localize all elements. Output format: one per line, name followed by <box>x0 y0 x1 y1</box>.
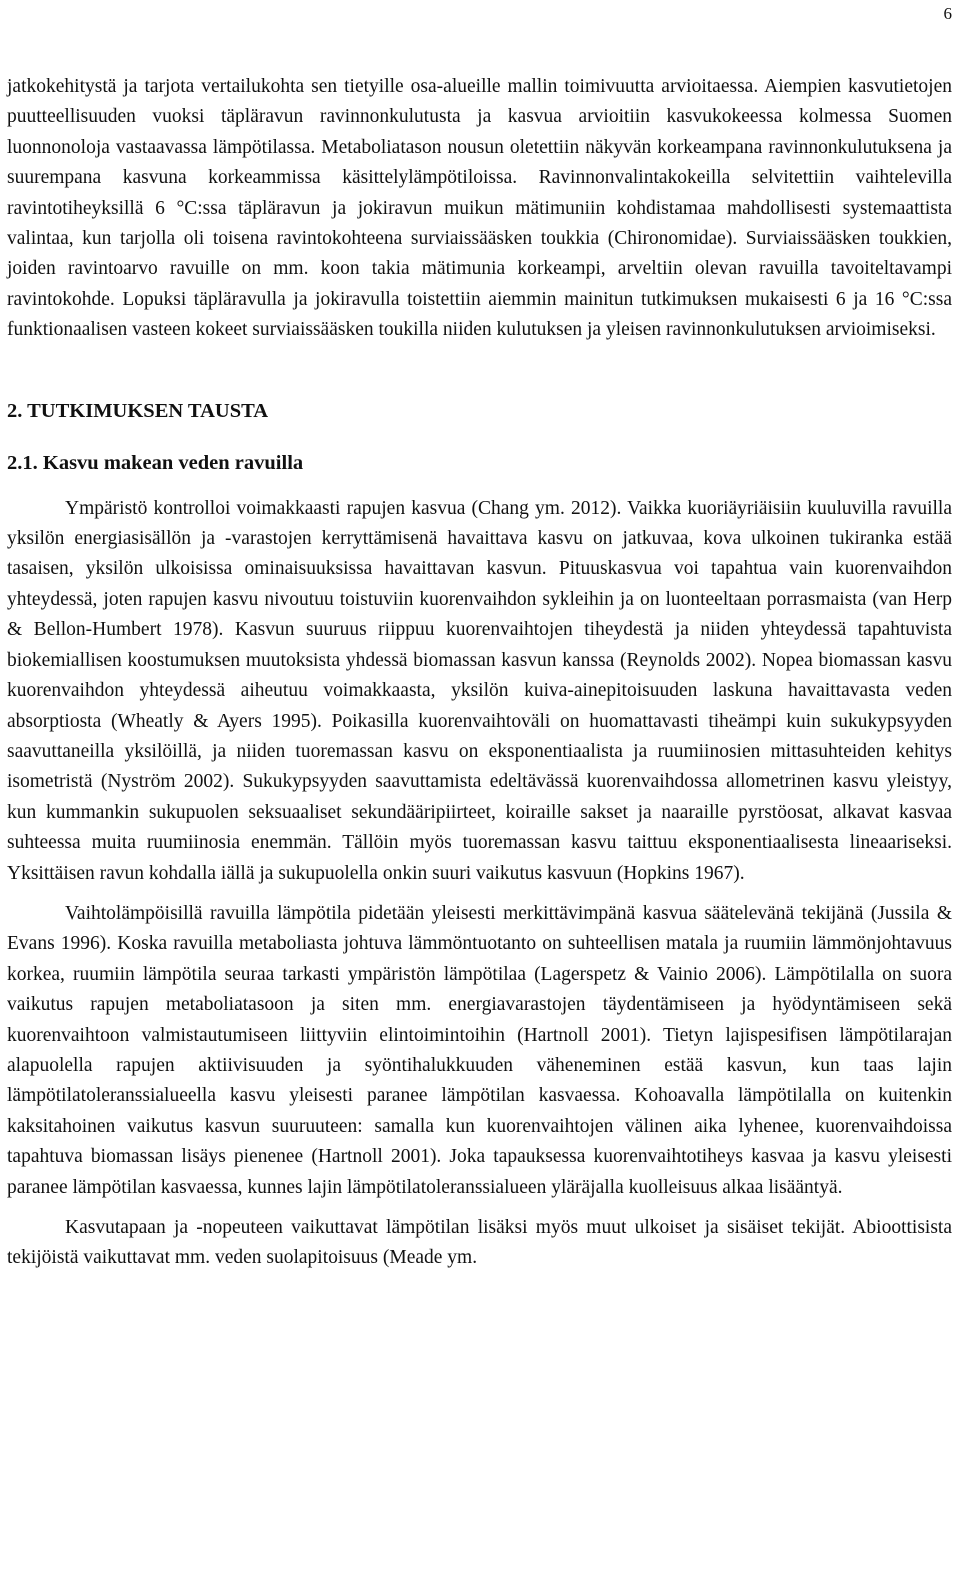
subsection-heading: 2.1. Kasvu makean veden ravuilla <box>7 451 304 474</box>
body-paragraph-2: Vaihtolämpöisillä ravuilla lämpötila pidetään yleisesti merkittävimpänä kasvua säätelevänä tekijänä (Jussila & Evans 1996). Koska ravuilla metaboliasta johtuva lämmöntuotanto on suhteellisen matala ja ruumiin lämmönjohtavuus korkea, ruumiin lämpötila seuraa tarkasti ympäristön lämpötilaa (Lagerspetz & Vainio 2006). Lämpötilalla on suora vaikutus rapujen metaboliatasoon ja siten mm. energiavarastojen täydentämiseen ja hyödyntämiseen sekä kuorenvaihtoon valmistautumiseen liittyviin elintoimintoihin (Hartnoll 2001). Tietyn lajispesifisen lämpötilarajan alapuolella rapujen aktiivisuuden ja syöntihalukkuuden väheneminen estää kasvun, kun taas lajin lämpötilatoleranssialueella kasvu yleisesti paranee lämpötilan kasvaessa. Kohoavalla lämpötilalla on kuitenkin kaksitahoinen vaikutus kasvun suuruuteen: samalla kun kuorenvaihtojen välinen aika lyhenee, kuorenvaihdoissa tapahtuva biomassan lisäys pienenee (Hartnoll 2001). Joka tapauksessa kuorenvaihtotiheys kasvaa ja kasvu yleisesti paranee lämpötilan kasvaessa, kunnes lajin lämpötilatoleranssialueen yläräjalla kuolleisuus alkaa lisääntyä. <box>7 902 952 1198</box>
spacer <box>7 346 952 396</box>
body-paragraph-3: Kasvutapaan ja -nopeuteen vaikuttavat lämpötilan lisäksi myös muut ulkoiset ja sisäiset tekijät. Abioottisista tekijöistä vaikuttavat mm. veden suolapitoisuus (Meade ym. <box>7 1217 952 1269</box>
section-heading: 2. TUTKIMUKSEN TAUSTA <box>7 399 269 422</box>
page-number: 6 <box>943 4 952 23</box>
body-paragraph-1: Ympäristö kontrolloi voimakkaasti rapujen kasvua (Chang ym. 2012). Vaikka kuoriäyriäisiin kuuluvilla ravuilla yksilön energiasisällön ja -varastojen kerryttämisenä havaittava kasvu on jatkuvaa, kova ulkoinen tukiranka estää tasaisen, yksilön ulkoisissa ominaisuuksissa havaittavan kasvun. Pituuskasvua voi tapahtua vain kuorenvaihdon yhteydessä, joten rapujen kasvu nivoutuu toistuviin kuorenvaihdon sykleihin ja on luonteeltaan porrasmaista (van Herp & Bellon-Humbert 1978). Kasvun suuruus riippuu kuorenvaihtojen tiheydestä ja niiden yhteydessä tapahtuvista biokemiallisen koostumuksen muutoksista yhdessä biomassan kasvun kanssa (Reynolds 2002). Nopea biomassan kasvu kuorenvaihdon yhteydessä aiheutuu voimakkaasta, yksilön kuiva-ainepitoisuuden laskuna havaittavasta veden absorptiosta (Wheatly & Ayers 1995). Poikasilla kuorenvaihtoväli on huomattavasti tiheämpi kuin sukukypsyyden saavuttaneilla yksilöillä, ja niiden tuoremassan kasvu on eksponentiaalista ja ruumiinosien mittasuhteiden kehitys isometristä (Nyström 2002). Sukukypsyyden saavuttamista edeltävässä kuorenvaihdossa allometrinen kasvu yleistyy, kun kummankin sukupuolen seksuaaliset sekundääripiirteet, koiraille sakset ja naaraille pyrstöosat, alkavat kasvaa suhteessa muita ruumiinosia enemmän. Tällöin myös tuoremassan kasvu taittuu eksponentiaalisesta lineaariseksi. Yksittäisen ravun kohdalla iällä ja sukupuolella onkin suuri vaikutus kasvuun (Hopkins 1967). <box>7 497 952 884</box>
document-body <box>7 72 952 1274</box>
intro-paragraph: jatkokehitystä ja tarjota vertailukohta sen tietyille osa-alueille mallin toimivuutta arvioitaessa. Aiempien kasvutietojen puutteellisuuden vuoksi täpläravun ravinnonkulutusta ja kasvua arvioitiin kasvukokeessa kolmessa Suomen luonnonoloja vastaavassa lämpötilassa. Metaboliatason nousun oletettiin näkyvän korkeampana ravinnonkulutuksena ja suurempana kasvuna korkeammissa käsittelylämpötiloissa. Ravinnonvalintakokeilla selvitettiin vaihtelevilla ravintotiheyksillä 6 °C:ssa täpläravun ja jokiravun muikun mätimuniin kohdistamaa mahdollisesti systemaattista valintaa, kun tarjolla oli toisena ravintokohteena surviaissääsken toukkia (Chironomidae). Surviaissääsken toukkien, joiden ravintoarvo ravuille on mm. koon takia mätimunia korkeampi, arveltiin olevan ravuilla tavoiteltavampi ravintokohde. Lopuksi täpläravulla ja jokiravulla toistettiin aiemmin mainitun tutkimuksen mukaisesti 6 ja 16 °C:ssa funktionaalisen vasteen kokeet surviaissääsken toukilla niiden kulutuksen ja yleisen ravinnonkulutuksen arvioimiseksi. <box>7 76 952 341</box>
